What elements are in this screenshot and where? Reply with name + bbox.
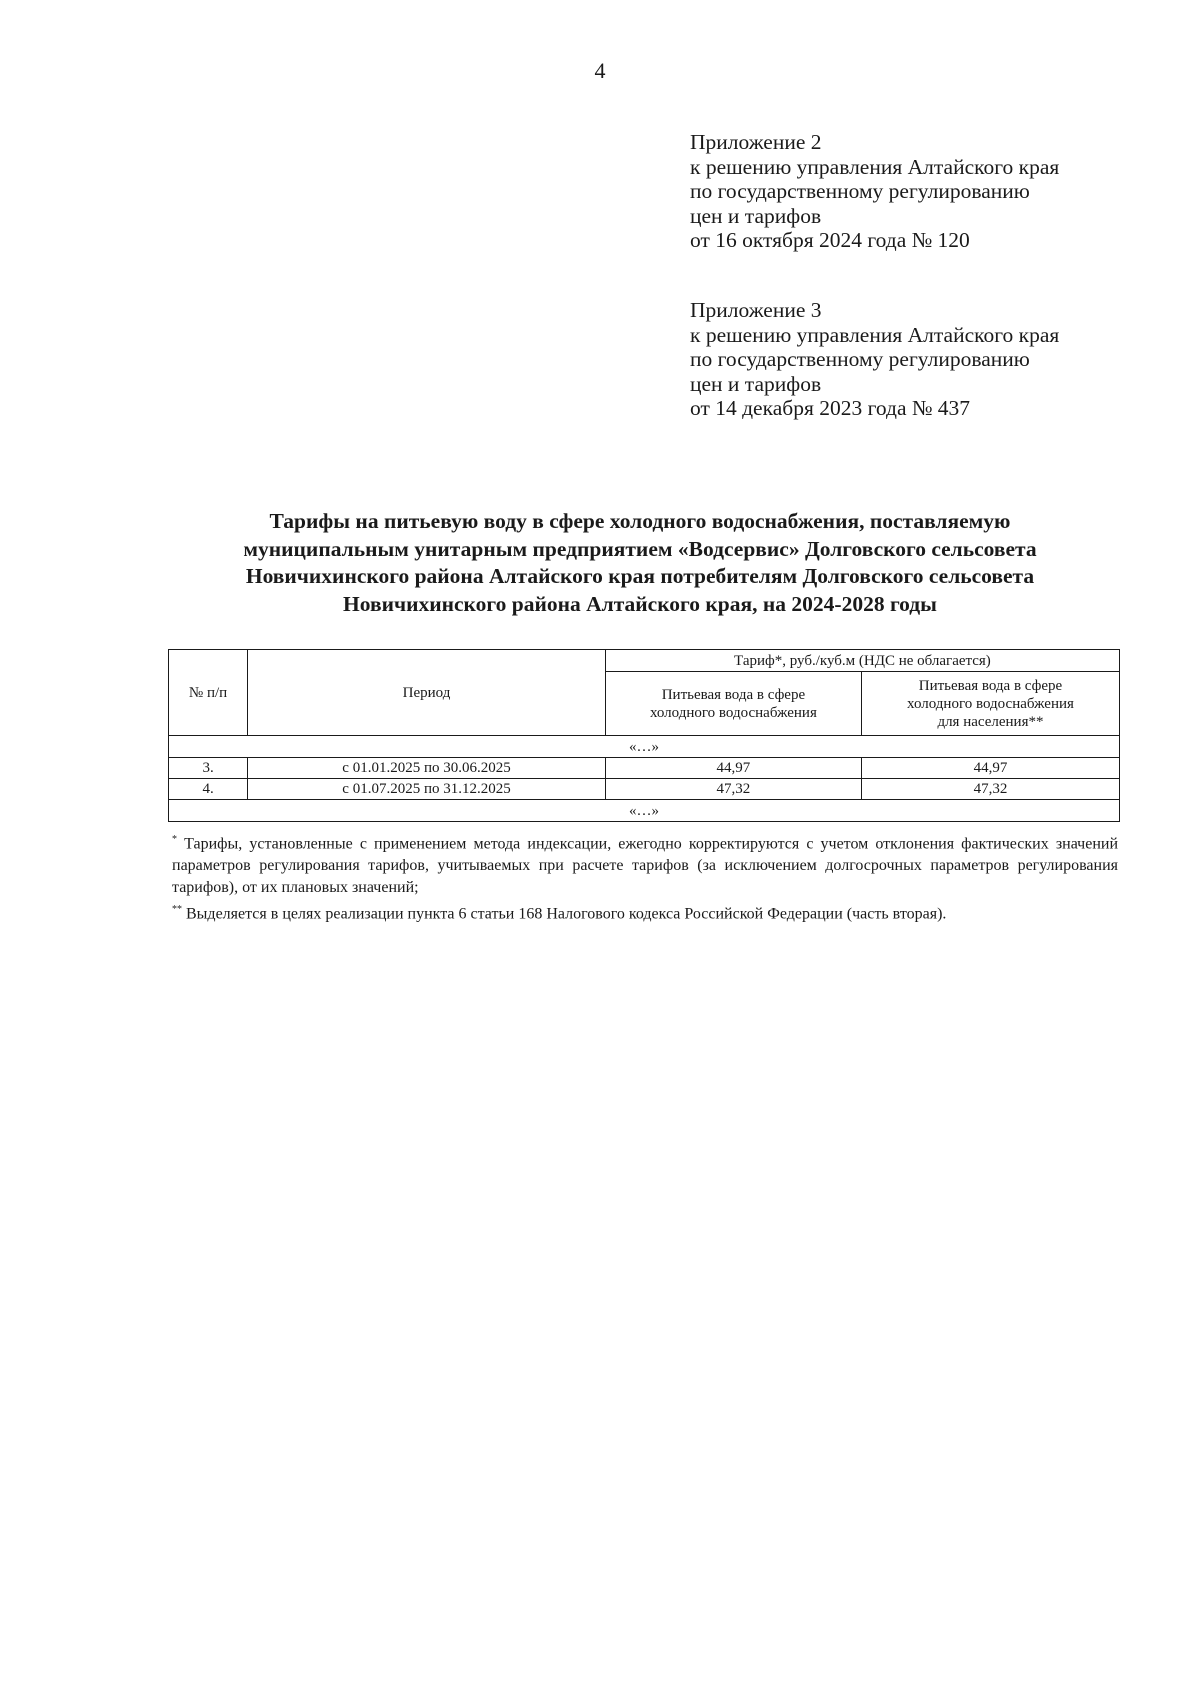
table-row (169, 779, 1120, 800)
header-col-water-population (861, 672, 1119, 736)
row-num: 4. (169, 779, 248, 800)
title-line: Тарифы на питьевую воду в сфере холодного водоснабжения, поставляемую (269, 509, 1011, 533)
appendix-3-header (690, 298, 1160, 421)
header-line: холодного водоснабжения (907, 695, 1074, 712)
title-line: муниципальным унитарным предприятием «Водсервис» Долговского сельсовета (243, 536, 1037, 561)
appendix-2-header (690, 130, 1160, 253)
tariff-table (168, 649, 1120, 822)
ellipsis-row (169, 736, 1120, 758)
footnotes (172, 829, 1118, 926)
appendix-line: от 14 декабря 2023 года № 437 (690, 396, 970, 420)
row-num: 3. (169, 758, 248, 779)
ellipsis-row (169, 800, 1120, 822)
footnote-text: Выделяется в целях реализации пункта 6 статьи 168 Налогового кодекса Российской Федерации (часть вторая). (186, 905, 947, 923)
header-col-water (605, 672, 861, 736)
table-header-row (169, 650, 1120, 672)
appendix-line: к решению управления Алтайского края (690, 322, 1060, 347)
footnote-mark: ** (172, 904, 182, 916)
appendix-line: по государственному регулированию (690, 179, 1030, 203)
header-period: Период (248, 650, 606, 736)
footnote-text: Тарифы, установленные с применением метода индексации, ежегодно корректируются с учетом отклонения фактических значений параметров регулирования тарифов, учитываемых при расчете тарифов (за исключением долгосрочных параметров регулирования тарифов), от их плановых значений; (172, 835, 1119, 897)
document-title (180, 508, 1100, 618)
appendix-line: цен и тарифов (690, 203, 822, 228)
row-value-population: 47,32 (861, 779, 1119, 800)
row-value-water: 44,97 (605, 758, 861, 779)
footnote-2 (172, 899, 1118, 925)
header-num: № п/п (169, 650, 248, 736)
row-value-water: 47,32 (605, 779, 861, 800)
ellipsis-cell: «…» (169, 800, 1120, 822)
title-line: Новичихинского района Алтайского края, на 2024-2028 годы (343, 591, 937, 616)
footnote-1 (172, 829, 1118, 899)
appendix-line: к решению управления Алтайского края (690, 154, 1060, 179)
ellipsis-cell: «…» (169, 736, 1120, 758)
appendix-line: Приложение 2 (690, 130, 822, 154)
page-number: 4 (594, 58, 606, 83)
appendix-line: цен и тарифов (690, 371, 822, 396)
row-period: с 01.01.2025 по 30.06.2025 (248, 758, 606, 779)
appendix-line: по государственному регулированию (690, 347, 1030, 371)
appendix-line: от 16 октября 2024 года № 120 (690, 228, 970, 252)
row-period: с 01.07.2025 по 31.12.2025 (248, 779, 606, 800)
title-line: Новичихинского района Алтайского края потребителям Долговского сельсовета (245, 564, 1035, 588)
header-line: Питьевая вода в сфере (661, 686, 806, 703)
header-line: Питьевая вода в сфере (918, 677, 1063, 694)
header-tariff-group: Тариф*, руб./куб.м (НДС не облагается) (605, 650, 1119, 672)
appendix-line: Приложение 3 (690, 298, 822, 322)
footnote-mark: * (172, 834, 177, 845)
row-value-population: 44,97 (861, 758, 1119, 779)
header-line: для населения** (937, 713, 1044, 730)
header-line: холодного водоснабжения (649, 704, 817, 721)
table-row (169, 758, 1120, 779)
